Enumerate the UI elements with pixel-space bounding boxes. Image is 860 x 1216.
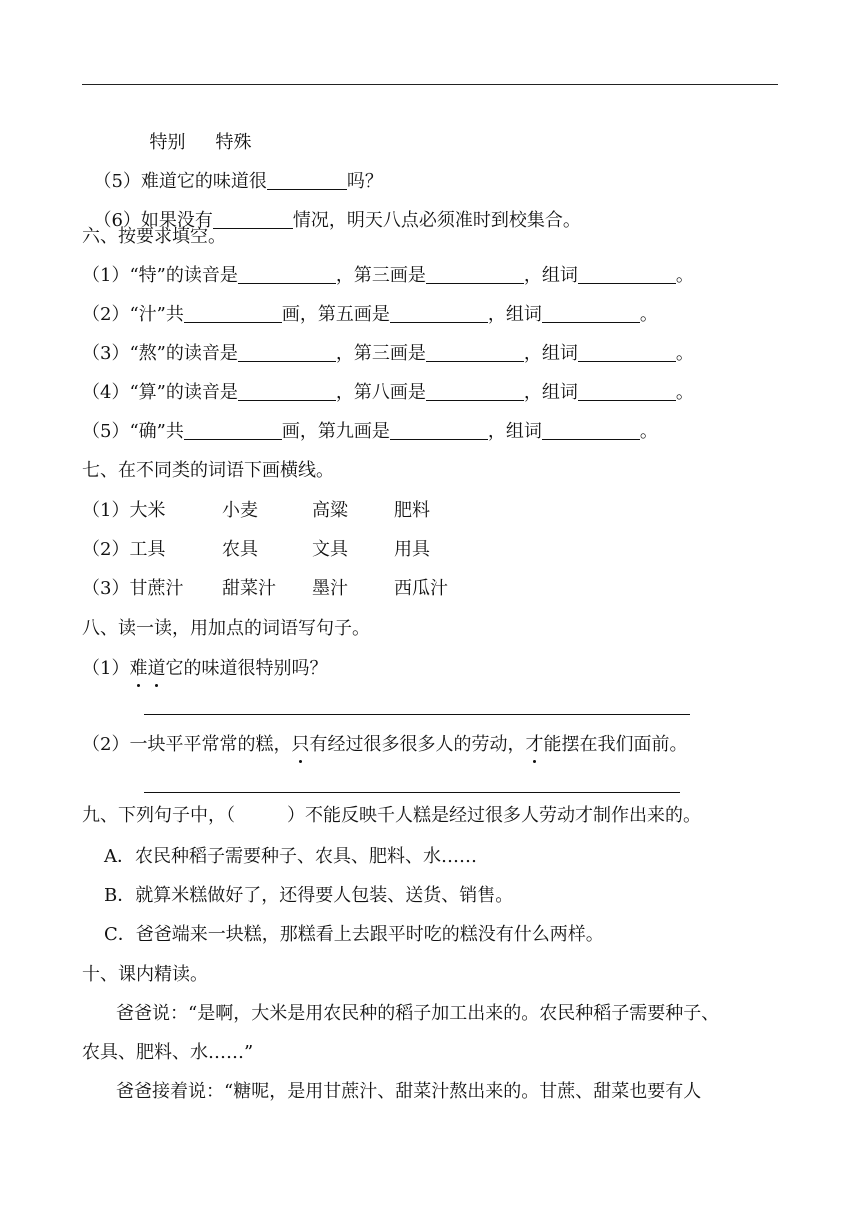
word-item[interactable]: 西瓜汁 (394, 578, 448, 599)
s6-row-4 (82, 381, 694, 405)
word-item[interactable]: （1）大米 (82, 500, 166, 521)
fill-blank[interactable] (426, 343, 524, 362)
s7-row-1 (82, 499, 430, 523)
s8-question-2 (82, 733, 687, 757)
s6-row-3 (82, 342, 694, 366)
s6-row-text: ，组词 (523, 343, 578, 364)
s6-row-text: （4）“算”的读音是 (82, 382, 238, 403)
s6-row-text: ，组词 (487, 421, 542, 442)
s6-row-text: 。 (675, 343, 694, 364)
section-9-question (82, 804, 701, 828)
section-6-title: 六、按要求填空。 (82, 226, 226, 247)
answer-line-2[interactable] (144, 792, 680, 793)
fill-blank[interactable] (542, 421, 640, 440)
fill-blank[interactable] (426, 265, 524, 284)
s8-text: （2）一块平平常常的糕， (82, 734, 292, 755)
s6-row-text: ，组词 (487, 304, 542, 325)
fill-blank[interactable] (184, 421, 282, 440)
dotted-char: 只 (291, 734, 310, 755)
s7-row-2 (82, 538, 430, 562)
s9-text: ）不能反映千人糕是经过很多人劳动才制作出来的。 (287, 805, 701, 826)
s6-row-1 (82, 264, 694, 288)
dotted-char: 难 (129, 658, 148, 679)
s8-text: 它的味道很特别吗？ (165, 658, 328, 679)
fill-blank[interactable] (184, 304, 282, 323)
q6-text: （6）如果没有 (93, 210, 213, 231)
s8-text: 能摆在我们面前。 (543, 734, 688, 755)
section-10-title: 十、课内精读。 (82, 964, 208, 985)
word-item[interactable]: 小麦 (222, 500, 258, 521)
s6-row-text: 。 (675, 382, 694, 403)
section-7-title: 七、在不同类的词语下画横线。 (82, 460, 334, 481)
fill-blank[interactable] (578, 343, 676, 362)
word-item[interactable]: 文具 (312, 539, 348, 560)
s6-row-text: ，第八画是 (335, 382, 426, 403)
s6-row-text: ，组词 (523, 382, 578, 403)
fill-blank[interactable] (578, 382, 676, 401)
passage-line: 爸爸接着说：“糖呢，是用甘蔗汁、甜菜汁熬出来的。甘蔗、甜菜也要有人 (116, 1081, 702, 1102)
word-item[interactable]: 农具 (222, 539, 258, 560)
passage-line: 农具、肥料、水……” (82, 1042, 254, 1063)
fill-blank[interactable] (542, 304, 640, 323)
s6-row-text: ，组词 (523, 265, 578, 286)
option-b[interactable]: B．就算米糕做好了，还得要人包装、送货、销售。 (104, 885, 514, 906)
fill-blank[interactable] (578, 265, 676, 284)
fill-blank[interactable] (238, 265, 336, 284)
q5-text-end: 吗？ (346, 171, 383, 192)
s6-row-2 (82, 303, 658, 327)
s6-row-text: 画，第五画是 (281, 304, 390, 325)
s6-row-text: （1）“特”的读音是 (82, 265, 238, 286)
fill-blank[interactable] (238, 382, 336, 401)
word-a: 特别 (149, 132, 186, 153)
s8-text: 有经过很多很多人的劳动， (309, 734, 526, 755)
q6-text-end: 情况，明天八点必须准时到校集合。 (292, 210, 581, 231)
s6-row-text: ，第三画是 (335, 265, 426, 286)
s6-row-text: 画，第九画是 (281, 421, 390, 442)
passage-line: 爸爸说：“是啊，大米是用农民种的稻子加工出来的。农民种稻子需要种子、 (116, 1003, 720, 1024)
word-item[interactable]: 甜菜汁 (222, 578, 276, 599)
s8-question-1 (82, 657, 327, 681)
word-item[interactable]: 用具 (394, 539, 430, 560)
option-a[interactable]: A．农民种稻子需要种子、农具、肥料、水…… (104, 846, 477, 867)
s6-row-text: （3）“熬”的读音是 (82, 343, 238, 364)
s6-row-text: 。 (639, 304, 658, 325)
s6-row-text: （5）“确”共 (82, 421, 184, 442)
word-b: 特殊 (215, 132, 252, 153)
word-item[interactable]: （2）工具 (82, 539, 166, 560)
fill-blank[interactable] (390, 421, 488, 440)
s6-row-text: 。 (675, 265, 694, 286)
q5-text: （5）难道它的味道很 (93, 171, 267, 192)
dotted-char: 才 (525, 734, 544, 755)
s9-text: 九、下列句子中，（ (82, 805, 235, 826)
word-item[interactable]: （3）甘蔗汁 (82, 578, 184, 599)
header-rule (82, 84, 778, 85)
option-c[interactable]: C．爸爸端来一块糕，那糕看上去跟平时吃的糕没有什么两样。 (104, 924, 604, 945)
fill-blank[interactable] (390, 304, 488, 323)
s6-row-text: （2）“汁”共 (82, 304, 184, 325)
fill-blank[interactable] (238, 343, 336, 362)
s6-row-text: ，第三画是 (335, 343, 426, 364)
word-item[interactable]: 高粱 (312, 500, 348, 521)
s6-row-text: 。 (639, 421, 658, 442)
fill-blank[interactable] (426, 382, 524, 401)
section-8-title: 八、读一读，用加点的词语写句子。 (82, 618, 370, 639)
dotted-char: 道 (147, 658, 166, 679)
s6-row-5 (82, 420, 658, 444)
s8-text: （1） (82, 658, 130, 679)
word-item[interactable]: 墨汁 (312, 578, 348, 599)
s7-row-3 (82, 577, 448, 601)
answer-line-1[interactable] (144, 714, 690, 715)
word-item[interactable]: 肥料 (394, 500, 430, 521)
